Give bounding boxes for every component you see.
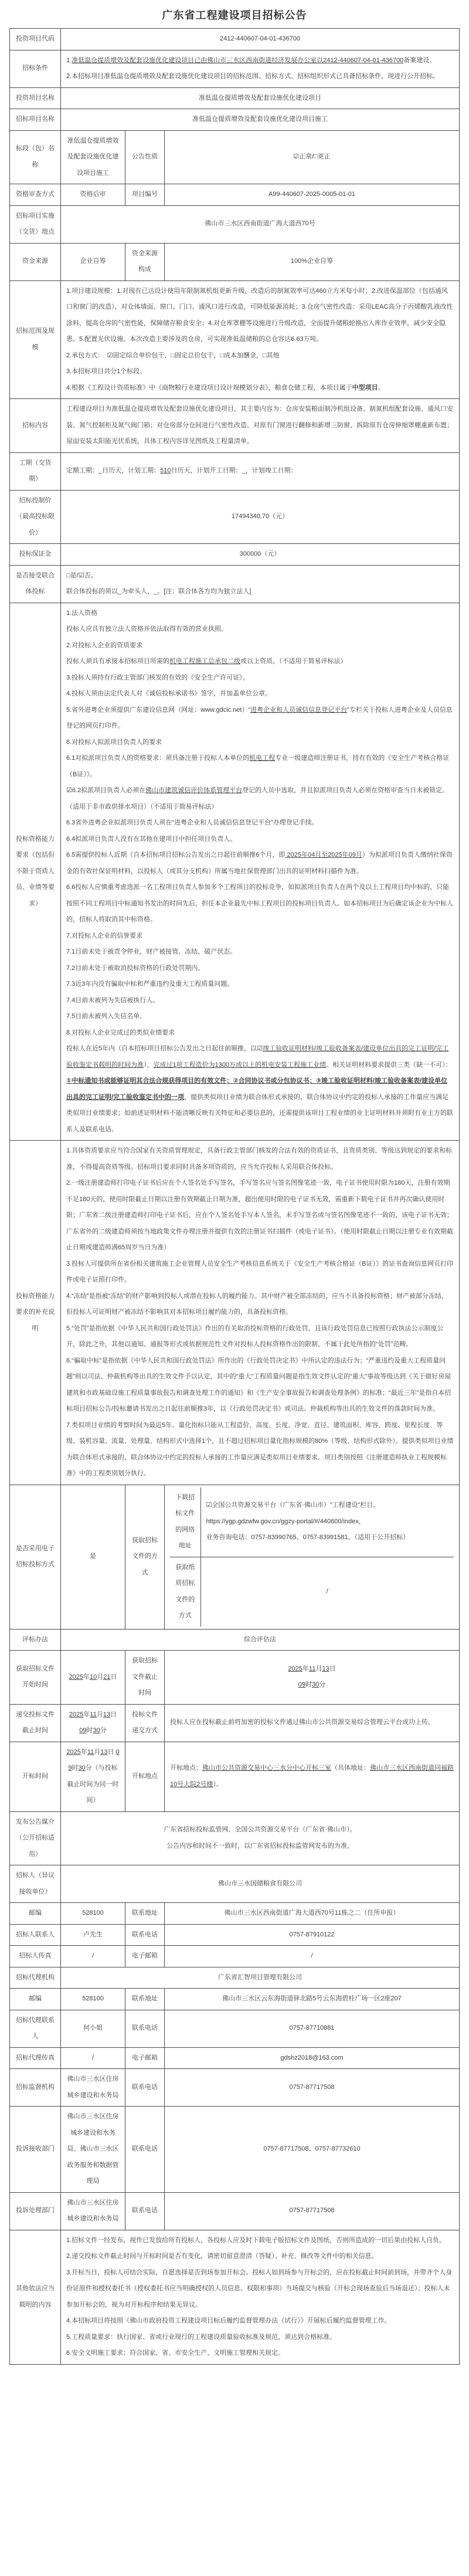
value-funding-composition: 100%企业自筹 — [165, 243, 460, 280]
label-investment-name: 投资项目名称 — [10, 87, 61, 109]
label-bid-opening-place: 开标地点 — [125, 1742, 165, 1811]
value-supervision-agency: 佛山市三水区住房城乡建设和水务局 — [61, 2069, 125, 2107]
value-bid-opening-time: 2025年11月13日 09时30分（与投标截止时间为同一时间） — [61, 1742, 125, 1811]
label-funding-source: 资金来源 — [10, 243, 61, 280]
row-bid-opening — [10, 1742, 460, 1811]
row-funding-source — [10, 243, 460, 280]
label-paper-doc-method: 获取纸质招标文件的方式 — [170, 1557, 200, 1627]
label-doc-obtain-method: 获取招标文件的方式 — [125, 1485, 165, 1629]
value-bid-scope: 1.项目建设规模：1.对现有已达设计使用年限制氮机组更新升级，改造后的制氮效率可达460立方米每小时；2.改进保温部位（包括通风口和窗门的改造），对仓体墙面、窗口、门口、通风口进行改造，可降低能源消耗；3.仓房气密性改造：采用LEAC高分子丙烯酸乳液改性涂料，提高仓房的气密性能，保障储存粮食安全；4.对仓库罩棚等设施进行升级改造，全面提升储粮轮换出入库作业效率，减少安全隐患。5.配置光伏设施。本次改造主要涉及的仓房，可实现准低温储粮的总仓容达6.63万吨。 2.承包方式： ☑固定综合单价包干，□固定总价包干，□成本加酬金，□其他 3.本招标项目共分1个标段。 4.根据《工程设计资质标准》中《商物粮行业建设项目设计规模划分表》，粮食仓储工程，本项目属于中型项目。 — [61, 280, 460, 399]
label-bid-deposit: 投标保证金 — [10, 544, 61, 566]
value-announcement-media: 广东省招标投标监管网、全国公共资源交易平台（广东省·佛山市）。 公告内容和时间不一致时，以广东省招标投标监管网发布的为准。 — [61, 1811, 460, 1865]
value-project-number: A99-440607-2025-0005-01-01 — [165, 184, 460, 206]
row-investment-name — [10, 87, 460, 109]
label-agency-fax: 招标代理传真 — [10, 2047, 61, 2069]
label-agency-zip: 邮编 — [10, 1989, 61, 2010]
label-agency-phone: 联系电话 — [125, 2010, 165, 2047]
label-price-ceiling: 招标控制价（最高投标限价） — [10, 490, 61, 544]
label-tenderee-address: 联系地址 — [125, 1903, 165, 1925]
value-tenderee-email: / — [165, 1946, 460, 1968]
label-project-location: 招标项目实施（交货）地点 — [10, 205, 61, 243]
value-other-contents: 1.招标文件一经发布，视作已发放给所有投标人，各投标人应及时下载电子版招标文件及图纸，否则所造成的一切后果由投标人自负。 2.递交投标文件截止时间与开标时间是否有变化，请密切留意澄清（答疑）、补充、修改等文件中的相关信息。 3.开标当日，投标人可结合实际，自愿选择是否到场参加开标会。投标人如到场参与开标会的，应在投标截止时间前到场，并带齐个人身份证原件和授权委托书（授权委托书应当明确授权的人员信息、权限和事项）当场提交与核验（开标会现场查验后当场退还）；投标人未参加开标会的，视为对开标程序和结果无异议。 4.本招标项目将按照《佛山市政府投资工程建设项目标后履约监督管理办法（试行）》开展标后履约监督管理工作。 5.工程质量要求：执行国家、省或行业现行的工程建设质量验收标准及规范，须达到合格标准。 6.安全文明施工要求：符合国家、省、市安全生产、文明施工管理相关规定。 — [61, 2230, 460, 2364]
value-complaint-receiving-phone: 0757-87717508、0757-87732610 — [165, 2107, 460, 2193]
doc-obtain-inner-table — [170, 1488, 454, 1627]
label-agency: 招标代理机构 — [10, 1967, 61, 1989]
label-complaint-handling-phone: 联系电话 — [125, 2192, 165, 2230]
value-qualification-requirements: 1.法人资格 投标人应具有独立法人资格并依法取得有效的营业执照。 2.对投标人企业的资质要求 投标人须具有承接本招标项目所需的机电工程施工总承包二级或以上资质。（不适用于简易评标法） 3.投标人须持有行政主管部门核发的有效的《安全生产许可证》。 4.投标人须由法定代表人对《诚信投标承诺书》签字，并加盖单位公章。 5.省外进粤企业须提供广东建设信息网（网址：www.gdcic.net）“进粤企业和人员诚信信息登记平台”专栏关于投标人进粤企业及人员信息登记的网页打印件。 6.对投标人拟派项目负责人的要求 6.1对拟派项目负责人的资格要求：须具备注册于投标人本单位的机电工程专业一级建造师注册证书，持有有效的《安全生产考核合格证（B证）》。 ☑6.2拟派项目负责人必须在佛山市建筑诚信评价体系管理平台登记的人员中选取，并且拟派项目负责人必须在资格审查当日未被锁定。（适用于非市政供排水项目）（不适用于简易评标法） 6.3省外进粤企业拟派项目负责人须在“进粤企业和人员诚信信息登记平台”办理登记手续。 6.4拟派项目负责人没有在其他在建项目中担任项目负责人。 6.5需提供投标人近期（自本招标项目招标公告发出之日起往前顺推6个月，即 2025年04月至2025年09月）为拟派项目负责人缴纳社保资金的有效社保证明材料，以投标人（或其分支机构）所属当地社保管理部门出具的证明材料扫描件为准。 6.6投标人应慎重考虑选派一名工程项目负责人参加多个工程项目的投标竞争，如拟派项目负责人在两个及以上工程项目均中标的，只能按照不同工程项目中标通知书发出的时间先后，担任本企业最先中标工程项目的投标项目负责人。如本招标项目为后确定该企业为中标人的，招标人将取消其中标资格。 7.对投标人企业的信誉要求 7.1目前未处于被责令停业，财产被接管、冻结，破产状态。 7.2目前未处于被取消投标资格的行政处罚期内。 7.3近3年内没有骗取中标和严重违约及重大工程质量问题。 7.4目前未被列为失信被执行人。 7.5目前未被列入失信名单。 8.对投标人企业完成过的类似业绩要求 投标人在近5年内（自本招标项目招标公告发出之日起往前顺推，以☑竣工验收证明材料/竣工验收备案表/建设单位出具的完工证明/完工验收鉴定书载明的时间为准），完成过1项工程造价为1300万或以上的机电安装工程施工业绩。相关证明材料要求提供三类（缺一不可）：①中标通知书或能够证明其合法合规获得项目的有效文件；②合同协议书或分包协议书；③竣工验收证明材料/竣工验收备案表/建设单位出具的完工证明/完工验收鉴定书中的一项，提供类似项目业绩为联合体形式承接的，联合体协议中约定的投标人承接的工作量应当满足类似项目业绩要求；如前述证明材料不能清晰反映有关特征和必要信息的，还需提供该项目工程业绩的业主证明材料并须附有业主方的联系人及联系电话。 — [61, 603, 460, 1141]
row-other-contents — [10, 2230, 460, 2364]
label-bid-conditions: 招标条件 — [10, 50, 61, 87]
label-tenderee: 招标人（异议接收单位） — [10, 1865, 61, 1903]
value-doc-obtain-start: 2025年10月21日 — [61, 1651, 125, 1705]
value-tenderee-phone: 0757-87910122 — [165, 1924, 460, 1946]
value-complaint-handling-phone: 0757-87717508 — [165, 2192, 460, 2230]
label-tenderee-email: 电子邮箱 — [125, 1946, 165, 1968]
row-supervision-agency — [10, 2069, 460, 2107]
value-complaint-handling: 佛山市三水区住房城乡建设和水务局 — [61, 2192, 125, 2230]
value-tenderee-address: 佛山市三水区西南街道广海大道西70号11栋之二（住所申报） — [165, 1903, 460, 1925]
value-agency-zip: 528100 — [61, 1989, 125, 2010]
value-agency-address: 佛山市三水区云东海街道驿北路5号云东海碧桂广场一区2座207 — [165, 1989, 460, 2010]
value-tenderee: 佛山市三水国储粮食有限公司 — [61, 1865, 460, 1903]
value-doc-obtain-deadline: 2025年11月13日 09时30分 — [165, 1651, 460, 1705]
row-bid-project-name — [10, 109, 460, 131]
label-download-address: 下载招标文件的网络地址 — [175, 1493, 195, 1549]
row-project-location — [10, 205, 460, 243]
row-paper-doc-method — [170, 1557, 454, 1627]
label-agency-address: 联系地址 — [125, 1989, 165, 2010]
value-agency: 广东省汇智项目管理有限公司 — [61, 1967, 460, 1989]
label-section-name: 标段（包）名称 — [10, 130, 61, 184]
label-announcement-media: 发布公告媒介（公开招标适用） — [10, 1811, 61, 1865]
value-notice-nature: ☑正常/□更正 — [165, 130, 460, 184]
label-investment-code: 投资项目代码 — [10, 29, 61, 50]
value-download-address: ☑全国公共资源交易平台（广东省·佛山市）“工程建设”栏目。 https://ygp.gdzwfw.gov.cn/ggzy-portal/#/440600/index， 业务咨询电话：0757-83990765、0757-83991581。（适用于公开招标） — [200, 1488, 454, 1557]
row-agency-contact — [10, 2010, 460, 2047]
row-duration — [10, 452, 460, 490]
row-agency-zip — [10, 1989, 460, 2010]
row-submission-deadline — [10, 1704, 460, 1742]
value-agency-phone: 0757-87710881 — [165, 2010, 460, 2047]
label-complaint-receiving: 投诉接收部门 — [10, 2107, 61, 2193]
label-supervision-agency: 招标监督机构 — [10, 2069, 61, 2107]
label-tenderee-phone: 联系电话 — [125, 1924, 165, 1946]
value-duration: 定额工期：_日历天，计划工期：510日历天，计划开工日期：_，计划竣工日期： — [61, 452, 460, 490]
label-agency-email: 电子邮箱 — [125, 2047, 165, 2069]
row-complaint-handling — [10, 2192, 460, 2230]
label-tenderee-fax: 招标人传真 — [10, 1946, 61, 1968]
value-complaint-receiving: 佛山市三水区住房城乡建设和水务局、佛山市三水区政务服务和数据管理局 — [61, 2107, 125, 2193]
row-bid-deposit — [10, 544, 460, 566]
value-supervision-phone: 0757-87717508 — [165, 2069, 460, 2107]
value-tenderee-fax: / — [61, 1946, 125, 1968]
row-bid-content — [10, 399, 460, 453]
label-tenderee-contact: 招标人联系人 — [10, 1924, 61, 1946]
label-bid-opening-time: 开标时间 — [10, 1742, 61, 1811]
row-complaint-receiving — [10, 2107, 460, 2193]
value-qualification-supplement: 1.具体资质要求应当符合国家有关资质管理规定，具备行政主管部门核发的合法有效的资质证书，且资质类别、等级达到规定的要求和标准，不得提高资质等级。招标项目要求同时具备多项资质的，应当允许投标人采用联合体投标。 2.一级注册建造师打印电子证书后应在个人签名处手写签名，手写签名应与签名图像笔迹一致，电子证书使用时限为180天，注册有效期不足180天的，使用时限截止日期以注册有效期截止日期为准，超出使用时限的电子证书无效，需重新下载电子证书并再次确认使用时限；广东省二级注册建造师打印电子证书后，应在个人签名处手写本人签名，未手写签名或与签名图像笔迹不一致的，该电子证书无效；广东省外的二级建造师须按当地政策文件办理注册并提供有效的注册证书扫描件（或电子证书）。（使用时限截止日期以注册专业有效期截止日期或建造师满65周岁当日为准） 3.投标人可提供所在省份相关建筑施工企业管理人员安全生产考核信息系统关于《安全生产考核合格证（B证）》的证书查询信息网页打印件或电子证照打印件。 4.“冻结”是指被“冻结”的财产影响到投标人或潜在投标人的履约能力。其中财产被全部冻结的，应当不具备投标资格；财产被部分冻结，但投标人可证明财产被冻结不影响其对本招标项目履约能力的，具备投标资格。 5.“处罚”是指依据《中华人民共和国行政处罚法》作出的有关取消投标资格的行政处罚，且该行政处罚信息已按照行政执法公示制度公开，除此之外，其他以通知、通报等形式或依据规范性文件对投标人投标资格作出的限制，不属于此处所指的“处罚”范畴。 6.“骗取中标”是指依据《中华人民共和国行政处罚法》所作出的《行政处罚决定书》中所认定的违法行为；“严重违约及重大工程质量问题”则以司法、仲裁机构等出具的生效文件予以认定，其中的“重大”工程质量问题是指生效文件认定的“重大”事故等级达到《关于做好房屋建筑和市政基础设施工程质量事故报告和调查处理工作的通知》和《生产安全事故报告和调查处理条例》的标准；“最近三年”是指自本招标项目招标公告/投标邀请书发出之日起往前顺推3年，以《行政处罚决定书》或司法、仲裁机构等出具的生效文件的落款时间为准。 7.类似项目业绩的考察时间为最近5年。量化指标只能从工程造价、高度、长度、净宽、直径、建筑面积、库容、跨度、里程长度、等级、装机容量、流量、处理量、结构形式中选择1个，且不超过招标项目量化指标规模的80%（等级、结构形式除外）。提供类似项目业绩为联合体形式承接的，联合体协议中约定的投标人承接的工作量应满足类似项目业绩要求。项目类别按照《注册建造师执业工程规模标准》中的工程类别划分执行。 — [61, 1141, 460, 1485]
value-agency-email: gdshz2018@163.com — [165, 2047, 460, 2069]
value-bid-conditions: 1.准低温仓提质增效及配套设施优化建设项目已由佛山市三水区西南街道经济发展办公室以2412-440607-04-01-436700备案建设。 2.本招标项目准低温仓提质增效及配套设施优化建设项目的招标范围、招标方式、招标组织形式已具备招标条件，现进行公开招标。 — [61, 50, 460, 87]
label-consortium: 是否接受联合体投标 — [10, 565, 61, 603]
row-bid-conditions — [10, 50, 460, 87]
label-duration: 工期（交货期） — [10, 452, 61, 490]
label-tenderee-zip: 邮编 — [10, 1903, 61, 1925]
row-prequalification — [10, 184, 460, 206]
label-bid-project-name: 招标项目名称 — [10, 109, 61, 131]
row-tenderee-contact — [10, 1924, 460, 1946]
label-notice-nature: 公告性质 — [125, 130, 165, 184]
label-complaint-receiving-phone: 联系电话 — [125, 2107, 165, 2193]
value-project-location: 佛山市三水区西南街道广海大道西70号 — [61, 205, 460, 243]
row-investment-code — [10, 29, 460, 50]
row-qualification-supplement — [10, 1141, 460, 1485]
label-qualification-requirements: 投标资格能力要求（包括但不限于资质人员、业绩等要求） — [10, 603, 61, 1141]
row-tenderee — [10, 1865, 460, 1903]
label-project-number: 项目编号 — [125, 184, 165, 206]
page-title: 广东省工程建设项目招标公告 — [162, 9, 307, 21]
row-qualification-requirements — [10, 603, 460, 1141]
row-bid-scope — [10, 280, 460, 399]
label-prequalification: 资格审查方式 — [10, 184, 61, 206]
label-e-tendering: 是否采用电子招标投标方式 — [10, 1485, 61, 1629]
value-section-name: 准低温仓提质增效及配套设施优化建设项目施工 — [61, 130, 125, 184]
row-evaluation-method — [10, 1629, 460, 1651]
row-price-ceiling — [10, 490, 460, 544]
label-submission-deadline: 递交投标文件截止时间 — [10, 1704, 61, 1742]
label-other-contents: 其他依法应当载明的内容 — [10, 2230, 61, 2364]
label-submission-method: 投标文件递交方式 — [125, 1704, 165, 1742]
value-agency-fax: / — [61, 2047, 125, 2069]
value-tenderee-contact: 卢先生 — [61, 1924, 125, 1946]
value-investment-name: 准低温仓提质增效及配套设施优化建设项目 — [61, 87, 460, 109]
row-tenderee-fax — [10, 1946, 460, 1968]
value-bid-content: 工程建设项目为准低温仓提质增效及配套设施优化建设项目，其主要内容为：仓房安装粮面制冷机组设备、制氮机组配套设施、通风口安装、氮气控制柜及氮气阀门箱；对仓房部分仓间进行气密性改造、对原有门窗进行翻修和新增三防窗、拆除原有仓房伸缩罩棚重新布置；屋面安装太阳能光伏系统，具体工程内容详见图纸及工程量清单。 — [61, 399, 460, 453]
label-doc-obtain-deadline: 获取招标文件截止时间 — [125, 1651, 165, 1705]
value-funding-source: 企业自筹 — [61, 243, 125, 280]
value-agency-contact: 何小姐 — [61, 2010, 125, 2047]
value-evaluation-method: 综合评估法 — [61, 1629, 460, 1651]
row-agency — [10, 1967, 460, 1989]
label-agency-contact: 招标代理联系人 — [10, 2010, 61, 2047]
value-submission-method: 投标人应在投标截止前将加密的投标文件通过佛山市公共资源交易综合管理云平台成功上传。 — [165, 1704, 460, 1742]
value-bid-deposit: 300000（元） — [61, 544, 460, 566]
row-announcement-media — [10, 1811, 460, 1865]
value-bid-opening-place: 开标地点：佛山市公共资源交易中心三水分中心开标三室（具体地址：佛山市三水区西南街道同福路10号大院2号楼）。 — [165, 1742, 460, 1811]
row-e-tendering — [10, 1485, 460, 1629]
label-qualification-supplement: 投标资格能力要求的补充说明 — [10, 1141, 61, 1485]
label-funding-composition: 资金来源构成 — [125, 243, 165, 280]
label-bid-content: 招标内容 — [10, 399, 61, 453]
row-doc-obtain-time — [10, 1651, 460, 1705]
value-e-tendering: 是 — [61, 1485, 125, 1629]
label-complaint-handling: 投诉处理部门 — [10, 2192, 61, 2230]
label-doc-obtain-start: 获取招标文件开始时间 — [10, 1651, 61, 1705]
row-section-name — [10, 130, 460, 184]
cell-doc-obtain-method — [165, 1485, 460, 1629]
value-prequalification: 资格后审 — [61, 184, 125, 206]
label-supervision-phone: 联系电话 — [125, 2069, 165, 2107]
value-price-ceiling: 17494340.70（元） — [61, 490, 460, 544]
value-bid-project-name: 准低温仓提质增效及配套设施优化建设项目施工 — [61, 109, 460, 131]
row-download-address — [170, 1488, 454, 1557]
value-submission-deadline: 2025年11月13日 09时30分 — [61, 1704, 125, 1742]
row-agency-fax — [10, 2047, 460, 2069]
label-evaluation-method: 评标办法 — [10, 1629, 61, 1651]
row-consortium — [10, 565, 460, 603]
value-investment-code: 2412-440607-04-01-436700 — [61, 29, 460, 50]
label-bid-scope: 招标范围及规模 — [10, 280, 61, 399]
announcement-table — [9, 28, 460, 2365]
value-tenderee-zip: 528100 — [61, 1903, 125, 1925]
value-consortium: □是/☑否。 联合体投标的须以_为牵头人，_。[注：联合体各方均为独立法人] — [61, 565, 460, 603]
value-paper-doc-method: / — [200, 1557, 454, 1627]
row-tenderee-zip — [10, 1903, 460, 1925]
